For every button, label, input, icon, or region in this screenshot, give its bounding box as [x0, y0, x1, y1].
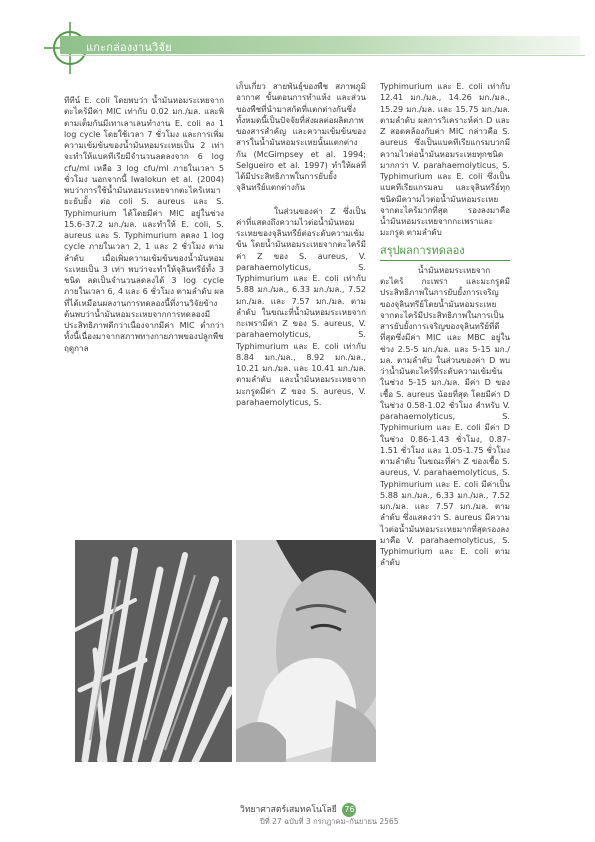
text-column-1	[64, 95, 224, 354]
text-column-2	[236, 81, 366, 408]
text-column-3	[380, 81, 510, 569]
paragraph: ทีทีน์ E. coli โดยพบว่า น้ำมันหอมระเหยจากตะไคร้มีค่า MIC เท่ากับ 0.02 มก./มล. และพิตามเต็มกันมีเทาเลาเลนทำงาน E. coli ลง 1 log cycle โดยใช้เวลา 7 ชั่วโมง และการเพิ่มความเข้มข้นของน้ำมันหอมระเหยเป็น 2 เท่า จะทำให้แบคทีเรียมีจำนวนลดลงจาก 6 log cfu/ml เหลือ 3 log cfu/ml ภายในเวลา 5 ชั่วโมง นอกจากนี้ Iwalokun et al. (2004) พบว่าการใช้น้ำมันหอมระเหยจากตะไคร้เหมายะยับยั้ง ต่อ coli S. aureus และ S. Typhimurium ได้โดยมีค่า MIC อยู่ในช่วง 15.6-37.2 มก./มล. และทำให้ E. coli, S. aureus และ S. Typhimurium ลดลง 1 log cycle ภายในเวลา 2, 1 และ 2 ชั่วโมง ตามลำดับ เมื่อเพิ่มความเข้มข้นของน้ำมันหอมระเหยเป็น 3 เท่า พบว่าจะทำให้จุลินทรีย์ทั้ง 3 ชนิด ลดเป็นจำนวนลดลงได้ 3 log cycle ภายในเวลา 6, 4 และ 6 ชั่วโมง ตามลำดับ ผลที่ได้เหมือนผลงานการทดลองนี้ที่งานวิจัยข้างต้นพบว่าน้ำมันหอมระเหยจากการทดลองมีประสิทธิภาพดีกว่าเนื่องจากมีค่า MIC ต่ำกว่า ทั้งนี้เนื่องมาจากสภาพทางกายภาพของปลูกพืช ฤดูกาล	[64, 95, 224, 353]
lemongrass-photo	[75, 540, 232, 762]
paragraph: ในส่วนของค่า Z ซึ่งเป็นค่าที่แสดงถึงความไวต่อน้ำมันหอมระเหยของจุลินทรีย์ต่อระดับความเข้มข้น โดยน้ำมันหอมระเหยจากตะไคร้มีค่า Z ของ S. aureus, V. parahaemolyticus, S. Typhimurium และ E. coli เท่ากับ 5.88 มก./มล., 6.33 มก./มล., 7.52 มก./มล. และ 7.57 มก./มล. ตามลำดับ ในขณะที่น้ำมันหอมระเหยจากกะเพรามีค่า Z ของ S. aureus, V. parahaemolyticus, S. Typhimurium และ E. coli เท่ากับ 8.84 มก./มล., 8.92 มก./มล., 10.21 มก./มล. และ 10.41 มก./มล. ตามลำดับ และน้ำมันหอมระเหยจากมะกรูดมีค่า Z ของ S. aureus, V. parahaemolyticus, S.	[236, 205, 366, 407]
header-rule	[60, 55, 585, 56]
summary-paragraph: น้ำมันหอมระเหยจากตะไคร้ กะเพรา และมะกรูดมีประสิทธิภาพในการยับยั้งการเจริญของจุลินทรีย์โดยน้ำมันหอมระเหยจากตะไคร้มีประสิทธิภาพในการเป็นสารยับยั้งการเจริญของจุลินทรีย์ที่ดีที่สุดซึ่งมีค่า MIC และ MBC อยู่ในช่วง 2.5-5 มก./มล. และ 5-15 มก./มล. ตามลำดับ ในส่วนของค่า D พบว่าน้ำมันตะไคร้ที่ระดับความเข้มข้นในช่วง 5-15 มก./มล. มีค่า D ของเชื้อ S. aureus น้อยที่สุด โดยมีค่า D ในช่วง 0.58-1.02 ชั่วโมง สำหรับ V. parahaemolyticus, S. Typhimurium และ E. coli มีค่า D ในช่วง 0.86-1.43 ชั่วโมง, 0.87-1.51 ชั่วโมง และ 1.05-1.75 ชั่วโมง ตามลำดับ ในขณะที่ค่า Z ของเชื้อ S. aureus, V. parahaemolyticus, S. Typhimurium และ E. coli มีค่าเป็น 5.88 มก./มล., 6.33 มก./มล., 7.52 มก./มล. และ 7.57 มก./มล. ตามลำดับ ซึ่งแสดงว่า S. aureus มีความไวต่อน้ำมันหอมระเหยมากที่สุดรองลงมาคือ V. parahaemolyticus, S. Typhimurium และ E. coli ตามลำดับ	[380, 264, 510, 568]
summary-rule	[380, 260, 510, 261]
page-footer	[240, 802, 580, 826]
paragraph: เก็บเกี่ยว สายพันธุ์ของพืช สภาพภูมิอากาศ ขั้นตอนการทำแห้ง และส่วนของพืชที่นำมาสกัดที่แตกต่างกันซึ่งทั้งหมดนี้เป็นปัจจัยที่ส่งผลต่อผลิตภาพของสารสำคัญ และความเข้มข้นของสารในน้ำมันหอมระเหยนั้นแตกต่างกัน (McGimpsey et al. 1994; Selgueiro et al. 1997) ทำให้ผลที่ได้มีประสิทธิภาพในการยับยั้งจุลินทรีย์แตกต่างกัน	[236, 81, 366, 193]
page-number: 76	[342, 803, 356, 817]
issue-info: ปีที่ 27 ฉบับที่ 3 กรกฎาคม–กันยายน 2565	[260, 817, 399, 826]
section-label: แกะกล่องงานวิจัย	[86, 41, 172, 54]
paragraph: Typhimurium และ E. coli เท่ากับ 12.41 มก./มล., 14.26 มก./มล., 15.29 มก./มล. และ 15.75 มก./มล. ตามลำดับ ผลการวิเคราะห์ค่า D และ Z สอดคล้องกับค่า MIC กล่าวคือ S. aureus ซึ่งเป็นแบคทีเรียแกรมบวกมีความไวต่อน้ำมันหอมระเหยทุกชนิดมากกว่า V. parahaemolyticus, S. Typhimurium และ E. coli ซึ่งเป็นแบคทีเรียแกรมลบ และจุลินทรีย์ทุกชนิดมีความไวต่อน้ำมันหอมระเหยจากตะไคร้มากที่สุด รองลงมาคือน้ำมันหอมระเหยจากกะเพราและมะกรูด ตามลำดับ	[380, 81, 510, 238]
person-sneezing-photo	[236, 540, 376, 762]
summary-heading: สรุปผลการทดลอง	[380, 243, 465, 257]
journal-name: วิทยาศาสตร์เสมทคโนโลยี	[240, 805, 337, 815]
